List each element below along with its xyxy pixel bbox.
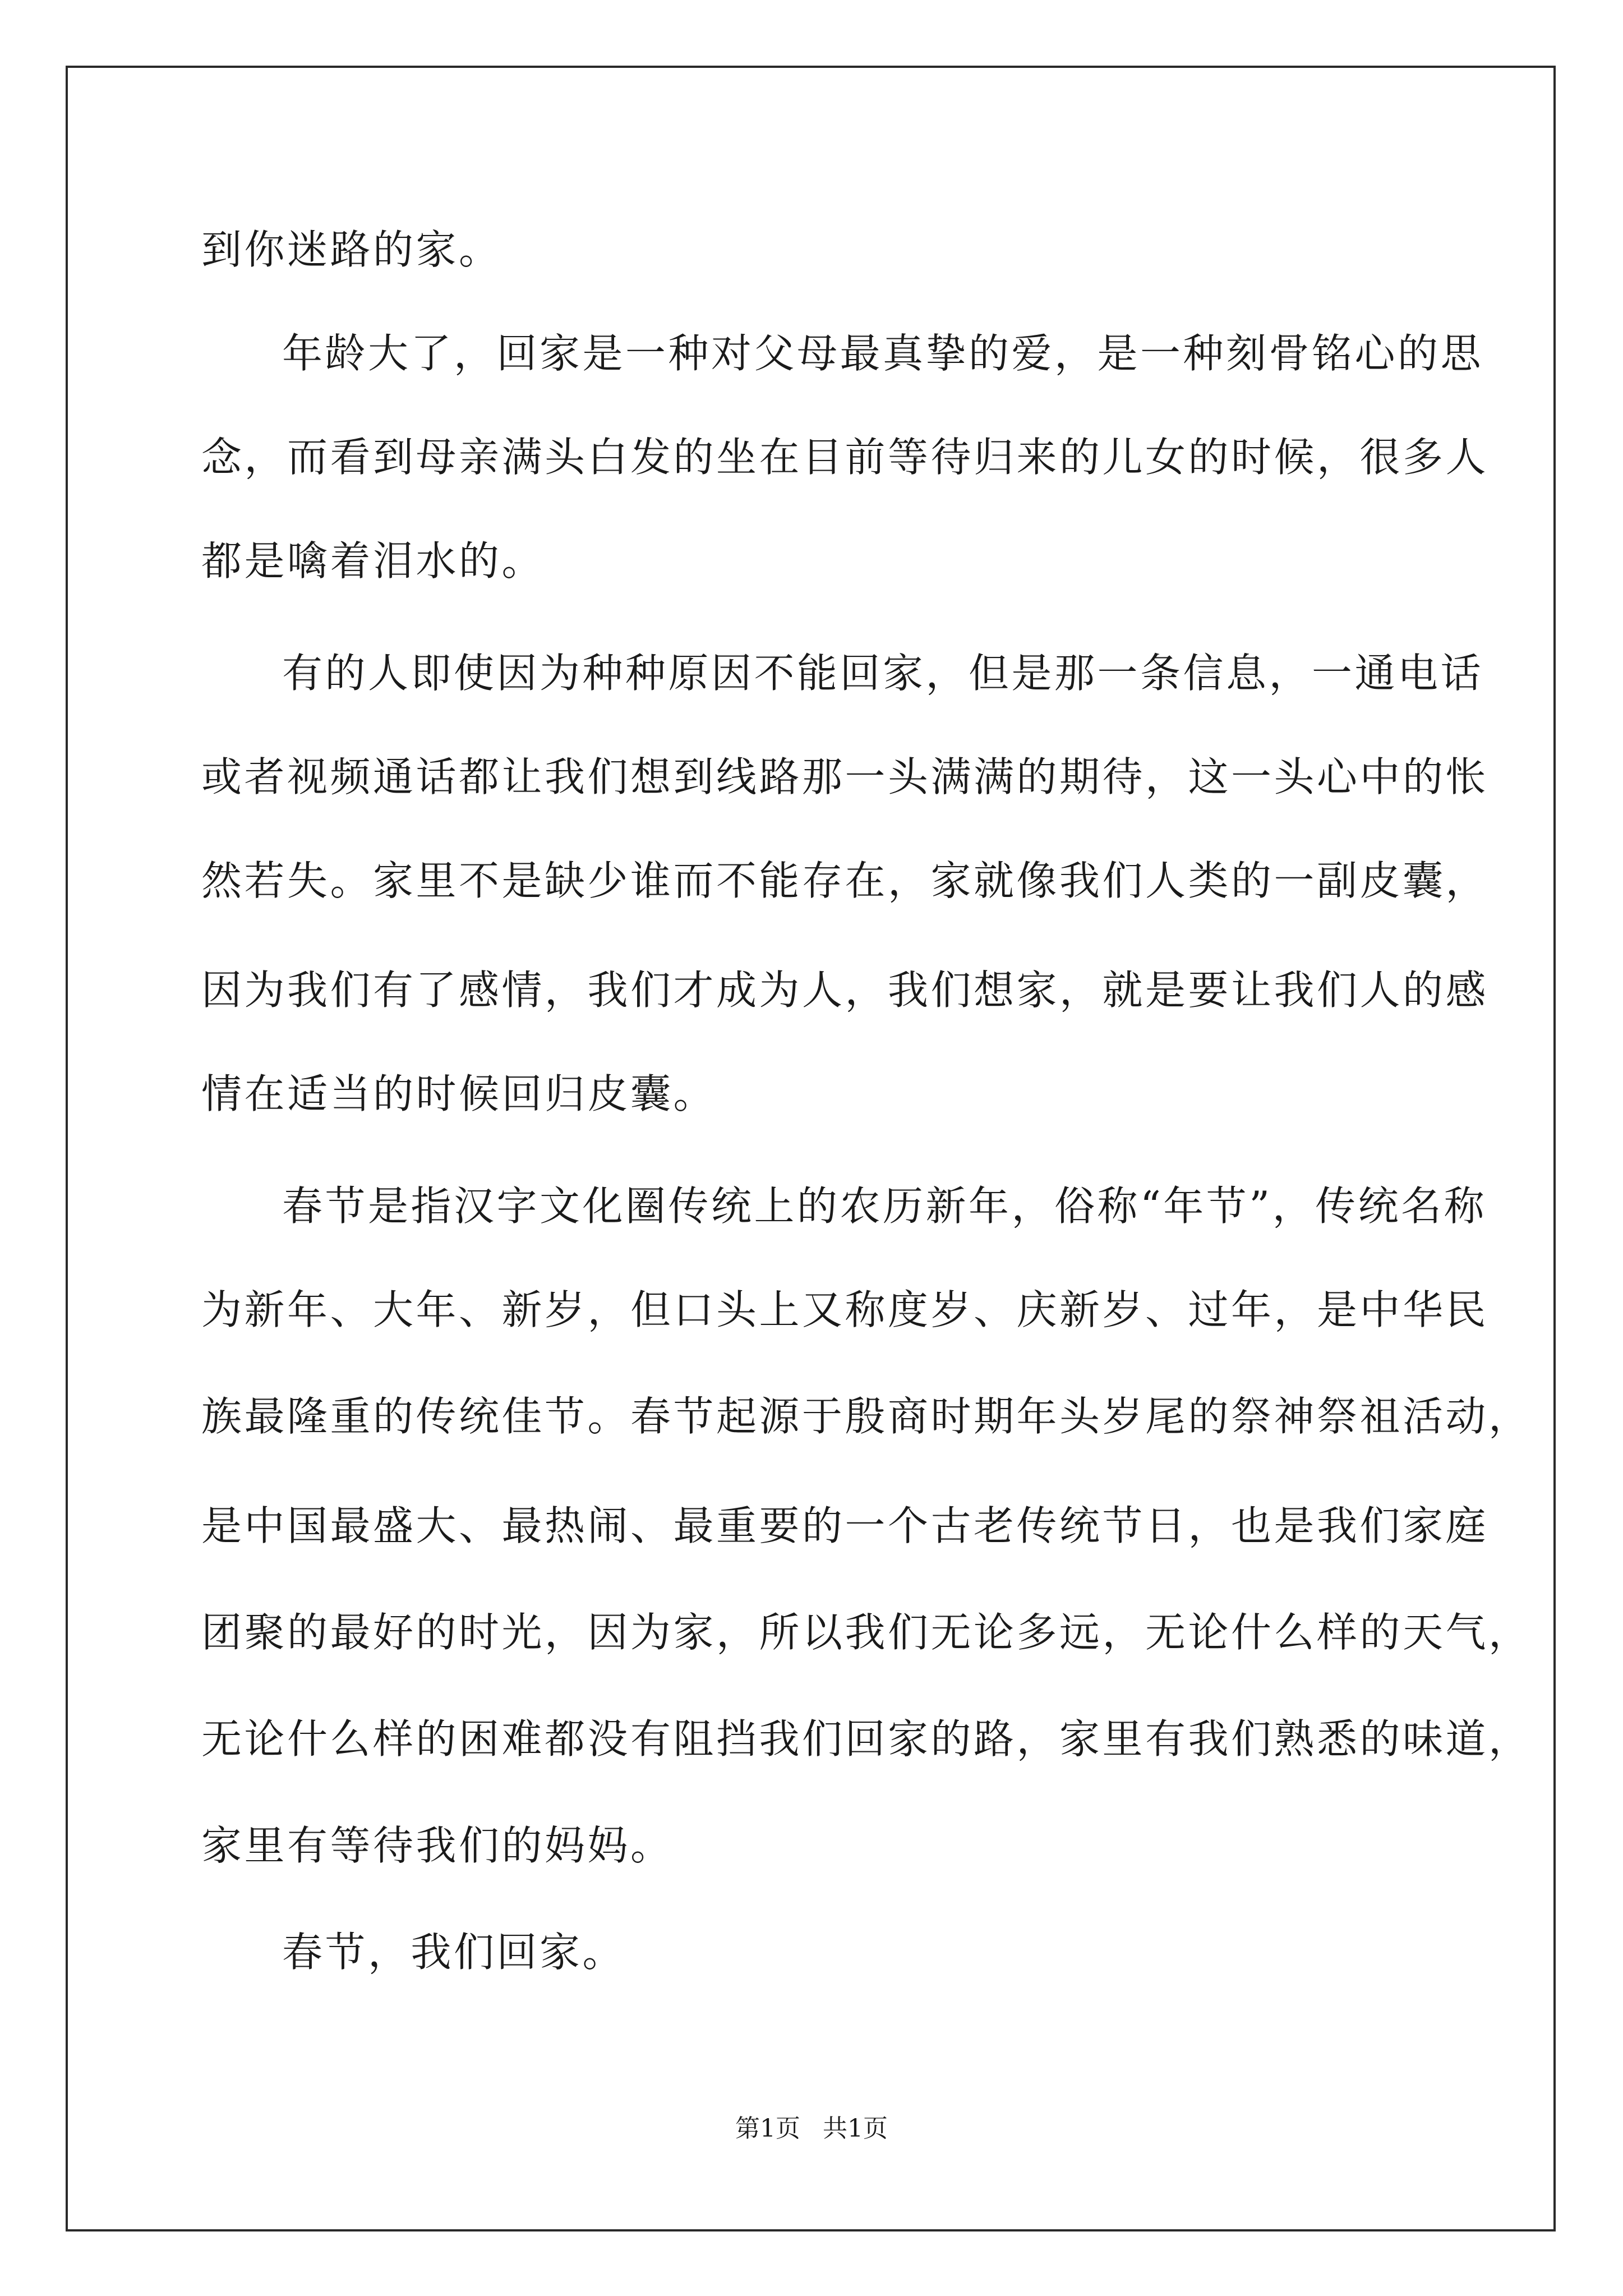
page-number: 第1页 <box>735 2114 800 2143</box>
paragraph-line: 有的人即使因为种种原因不能回家，但是那一条信息，一通电话 <box>282 650 1484 697</box>
paragraph-line: 都是噙着泪水的。 <box>201 537 545 585</box>
paragraph-line: 春节是指汉字文化圈传统上的农历新年，俗称“年节”，传统名称 <box>282 1182 1487 1230</box>
paragraph-line: 因为我们有了感情，我们才成为人，我们想家，就是要让我们人的感 <box>201 967 1489 1014</box>
paragraph-line: 是中国最盛大、最热闹、最重要的一个古老传统节日，也是我们家庭 <box>201 1502 1489 1549</box>
paragraph-line: 团聚的最好的时光，因为家，所以我们无论多远，无论什么样的天气， <box>201 1609 1532 1656</box>
paragraph-line: 无论什么样的困难都没有阻挡我们回家的路，家里有我们熟悉的味道， <box>201 1715 1532 1763</box>
paragraph-line: 年龄大了，回家是一种对父母最真挚的爱，是一种刻骨铭心的思 <box>282 330 1484 377</box>
paragraph-line: 族最隆重的传统佳节。春节起源于殷商时期年头岁尾的祭神祭祖活动， <box>201 1393 1532 1440</box>
page-border <box>66 66 1556 2231</box>
paragraph-line: 然若失。家里不是缺少谁而不能存在，家就像我们人类的一副皮囊， <box>201 857 1489 904</box>
paragraph-line: 家里有等待我们的妈妈。 <box>201 1822 674 1869</box>
paragraph-line: 情在适当的时候回归皮囊。 <box>201 1070 717 1117</box>
paragraph-line: 为新年、大年、新岁，但口头上又称度岁、庆新岁、过年，是中华民 <box>201 1286 1489 1333</box>
paragraph-line: 或者视频通话都让我们想到线路那一头满满的期待，这一头心中的怅 <box>201 753 1489 800</box>
page-footer <box>0 2112 1623 2146</box>
paragraph-line: 春节，我们回家。 <box>282 1929 626 1976</box>
paragraph-line: 到你迷路的家。 <box>201 226 502 273</box>
paragraph-line: 念，而看到母亲满头白发的坐在目前等待归来的儿女的时候，很多人 <box>201 434 1489 481</box>
page-total: 共1页 <box>823 2114 888 2143</box>
